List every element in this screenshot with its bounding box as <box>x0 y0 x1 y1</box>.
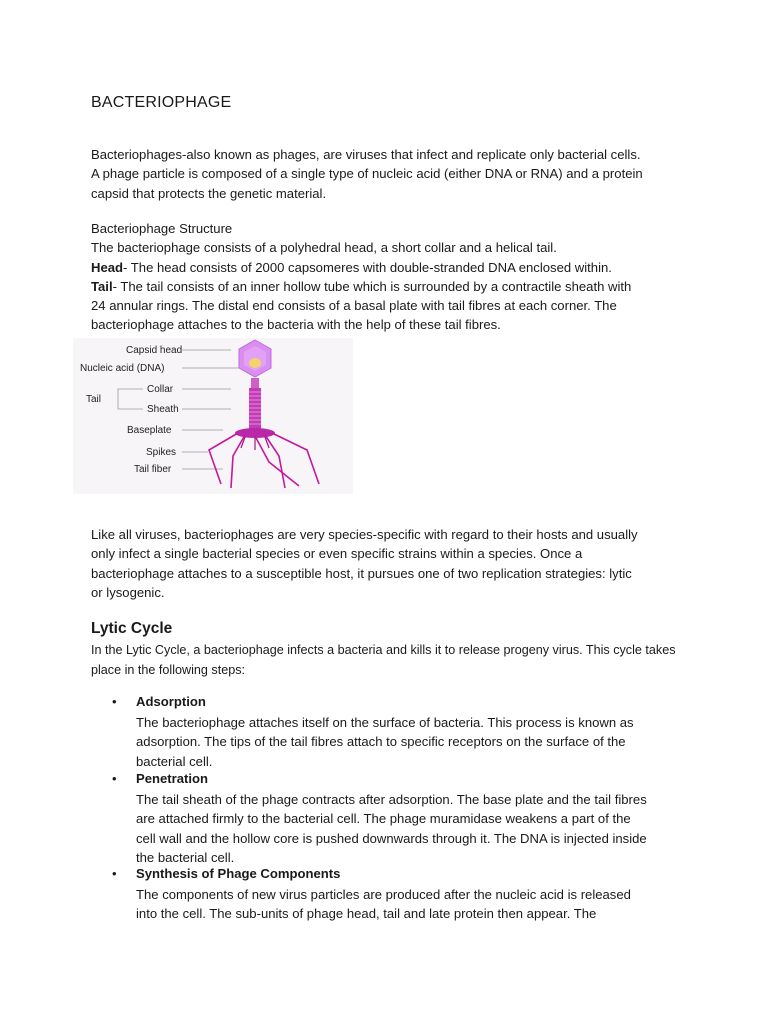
label-spikes: Spikes <box>146 447 177 458</box>
collar <box>251 378 259 388</box>
bacteriophage-illustration <box>73 338 353 494</box>
step-line: the bacterial cell. <box>136 849 235 865</box>
step-line: The bacteriophage attaches itself on the surface of bacteria. This process is known as <box>136 715 634 730</box>
step-line: cell wall and the hollow core is pushed downwards through it. The DNA is injected inside <box>136 830 647 846</box>
label-baseplate: Baseplate <box>127 425 172 436</box>
label-nucleic-acid: Nucleic acid (DNA) <box>80 363 165 374</box>
tail-text: - The tail consists of an inner hollow tube which is surrounded by a contractile sheath with <box>112 278 632 294</box>
label-capsid-head: Capsid head <box>126 345 183 356</box>
step-line: are attached firmly to the bacterial cell. The phage muramidase weakens a part of the <box>136 811 631 827</box>
bullet-point: • <box>112 866 117 881</box>
diagram-background <box>73 338 353 494</box>
step-line: bacterial cell. <box>136 753 213 769</box>
intro-line: Bacteriophages-also known as phages, are viruses that infect and replicate only bacterial cells. <box>91 147 641 162</box>
step-title-adsorption: Adsorption <box>136 694 206 709</box>
step-title-synthesis: Synthesis of Phage Components <box>136 866 341 881</box>
species-line: bacteriophage attaches to a susceptible host, it pursues one of two replication strategies: lytic <box>91 565 632 581</box>
lytic-intro <box>91 641 711 680</box>
structure-line: The bacteriophage consists of a polyhedral head, a short collar and a helical tail. <box>91 240 557 256</box>
intro-paragraph <box>91 145 691 203</box>
step-text-penetration <box>136 790 696 867</box>
label-tail-fiber: Tail fiber <box>134 464 172 475</box>
bullet-point: • <box>112 771 117 786</box>
label-tail: Tail <box>86 394 102 405</box>
tail-line <box>91 277 691 296</box>
lytic-intro-line: place in the following steps: <box>91 662 246 677</box>
nucleic-acid-core <box>249 358 261 368</box>
page-title: BACTERIOPHAGE <box>91 94 232 111</box>
intro-line: A phage particle is composed of a single type of nucleic acid (either DNA or RNA) and a protein <box>91 166 643 182</box>
step-text-synthesis <box>136 885 696 924</box>
lytic-heading: Lytic Cycle <box>91 620 173 637</box>
step-line: The tail sheath of the phage contracts after adsorption. The base plate and the tail fibres <box>136 792 647 807</box>
step-line: into the cell. The sub-units of phage head, tail and late protein then appear. The <box>136 906 597 922</box>
species-line: Like all viruses, bacteriophages are very species-specific with regard to their hosts and usually <box>91 527 638 542</box>
intro-line: capsid that protects the genetic material. <box>91 185 327 201</box>
lytic-intro-line: In the Lytic Cycle, a bacteriophage infects a bacteria and kills it to release progeny virus. This cycle takes <box>91 643 676 657</box>
species-line: only infect a single bacterial species or even specific strains within a species. Once a <box>91 546 583 562</box>
step-line: The components of new virus particles are produced after the nucleic acid is released <box>136 887 631 902</box>
structure-section <box>91 219 691 335</box>
head-line <box>91 258 691 277</box>
bullet-point: • <box>112 694 117 709</box>
tail-label: Tail <box>91 278 113 294</box>
label-collar: Collar <box>147 384 174 395</box>
species-paragraph <box>91 525 691 602</box>
head-label: Head <box>91 259 124 275</box>
step-line: adsorption. The tips of the tail fibres attach to specific receptors on the surface of the <box>136 734 626 750</box>
head-text: - The head consists of 2000 capsomeres with double-stranded DNA enclosed within. <box>123 259 612 275</box>
step-text-adsorption <box>136 713 696 771</box>
bacteriophage-diagram <box>73 338 353 494</box>
step-title-penetration: Penetration <box>136 771 209 786</box>
label-sheath: Sheath <box>147 404 179 415</box>
species-line: or lysogenic. <box>91 584 165 600</box>
structure-heading: Bacteriophage Structure <box>91 221 233 236</box>
tail-line: 24 annular rings. The distal end consists of a basal plate with tail fibres at each corner. The <box>91 298 617 314</box>
tail-line: bacteriophage attaches to the bacteria with the help of these tail fibres. <box>91 317 501 333</box>
